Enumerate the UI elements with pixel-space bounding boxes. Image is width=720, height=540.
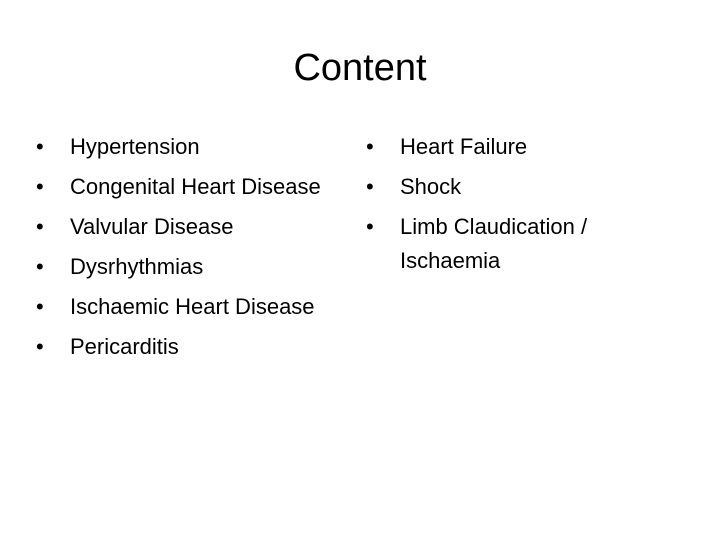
list-item-text: Hypertension bbox=[70, 134, 200, 159]
list-item bbox=[36, 130, 352, 164]
list-item-text: Shock bbox=[400, 174, 462, 199]
list-item-text: Heart Failure bbox=[400, 134, 528, 159]
list-item-text: Ischaemic Heart Disease bbox=[70, 294, 315, 319]
bullet-icon: • bbox=[36, 134, 44, 159]
list-item bbox=[366, 170, 682, 204]
bullet-icon: • bbox=[366, 134, 374, 159]
bullet-icon: • bbox=[36, 294, 44, 319]
list-item-text: Valvular Disease bbox=[70, 214, 234, 239]
list-item-text: Pericarditis bbox=[70, 334, 179, 359]
bullet-icon: • bbox=[366, 214, 374, 239]
list-item bbox=[366, 130, 682, 164]
left-bullet-list bbox=[36, 130, 352, 370]
list-item bbox=[36, 210, 352, 244]
bullet-icon: • bbox=[36, 334, 44, 359]
right-bullet-list bbox=[366, 130, 682, 284]
slide-title: Content bbox=[293, 47, 427, 89]
list-item bbox=[366, 210, 682, 278]
list-item bbox=[36, 170, 352, 204]
list-item-text: Limb Claudication / Ischaemia bbox=[400, 214, 588, 273]
bullet-icon: • bbox=[36, 214, 44, 239]
list-item-text: Dysrhythmias bbox=[70, 254, 204, 279]
list-item-text: Congenital Heart Disease bbox=[70, 174, 321, 199]
bullet-icon: • bbox=[36, 254, 44, 279]
list-item bbox=[36, 250, 352, 284]
bullet-icon: • bbox=[36, 174, 44, 199]
list-item bbox=[36, 330, 352, 364]
bullet-icon: • bbox=[366, 174, 374, 199]
list-item bbox=[36, 290, 352, 324]
